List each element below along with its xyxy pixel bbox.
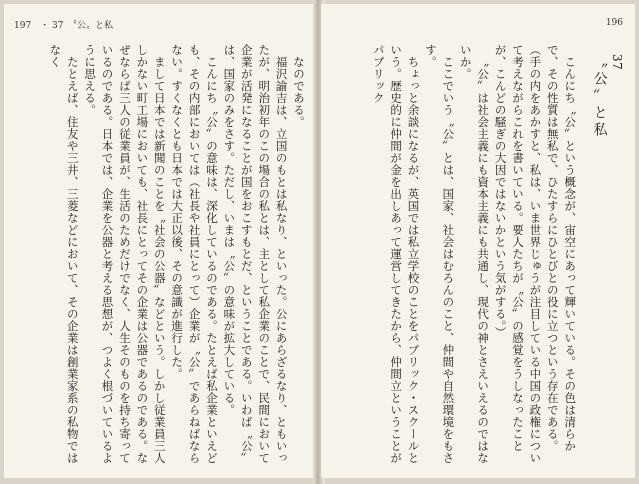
paragraph: 福沢諭吉は、立国のもとは私なり、といった。公にあらざるなり、ともいったが、明治初年のこの場合の私とは、主として私企業のことで、民間において企業が活発になることが国をおこすもとだ、ということである。いわば〝公〟は、国家のみをさす。ただし、いまは〝公〟の意味が拡大している。 xyxy=(222,44,289,464)
paragraph: まして日本では新聞のことを〝社会の公器〟などという。しかし従業員三人しかない町工場においても、社長にとってその企業は公器であるのである。なぜならば三人の従業員が、生活のためだけでなく、人生そのものを持ち寄っているのである。日本では、企業を公器と考える思想が、つよく根づいているように思える。 xyxy=(83,44,167,464)
chapter-heading xyxy=(590,44,625,470)
paragraph: 〝公〟は社会主義にも資本主義にも共通し、現代の神とさえいえるのではないか。 xyxy=(458,44,491,464)
paragraph: ここでいう〝公〟とは、国家、社会はむろんのこと、仲間や自然環境をもさす。 xyxy=(423,44,456,464)
right-page xyxy=(321,4,635,478)
paragraph: こんにち〝公〟の意味は、深化しているのである。たとえば私企業といえども、その内部においては（社長や社員にとって）企業が〝公〟であらねばならない。すくなくとも日本では大正以後、その意識が進行した。 xyxy=(170,44,219,464)
page-number: 196 xyxy=(605,18,623,28)
left-page-text xyxy=(12,44,307,470)
paragraph: たとえば、住友や三井、三菱などにおいて、その企業は創業家系の私物ではなく xyxy=(48,44,80,464)
paragraph: ちょっと余談になるが、英国では私立学校のことをパブリック・スクールという。歴史的に仲間が金を出しあって運営してきたから、仲間立ということがパブリック xyxy=(371,44,421,464)
left-page xyxy=(4,4,317,478)
chapter-title: 〝公〟と私 xyxy=(591,54,608,139)
paragraph: こんにち〝公〟という概念が、宙空にあって輝いている。その色は清らかで、その性質は無私で、ひたすらにひとびとの役に立つという存在である。（手の内をあかすと、私は、いま世界じゅうが注目している中国の政権について考えながらこれを書いている。要人たちが〝公〟の感覚をうしなったことが、こんどの騒ぎの大因ではないかという気がする。） xyxy=(493,44,578,464)
chapter-number: 37 xyxy=(610,54,624,71)
paragraph: なのである。 xyxy=(292,55,306,128)
right-page-text xyxy=(327,44,625,470)
running-head: 197 ・ 37 〝公〟と私 xyxy=(14,21,113,31)
